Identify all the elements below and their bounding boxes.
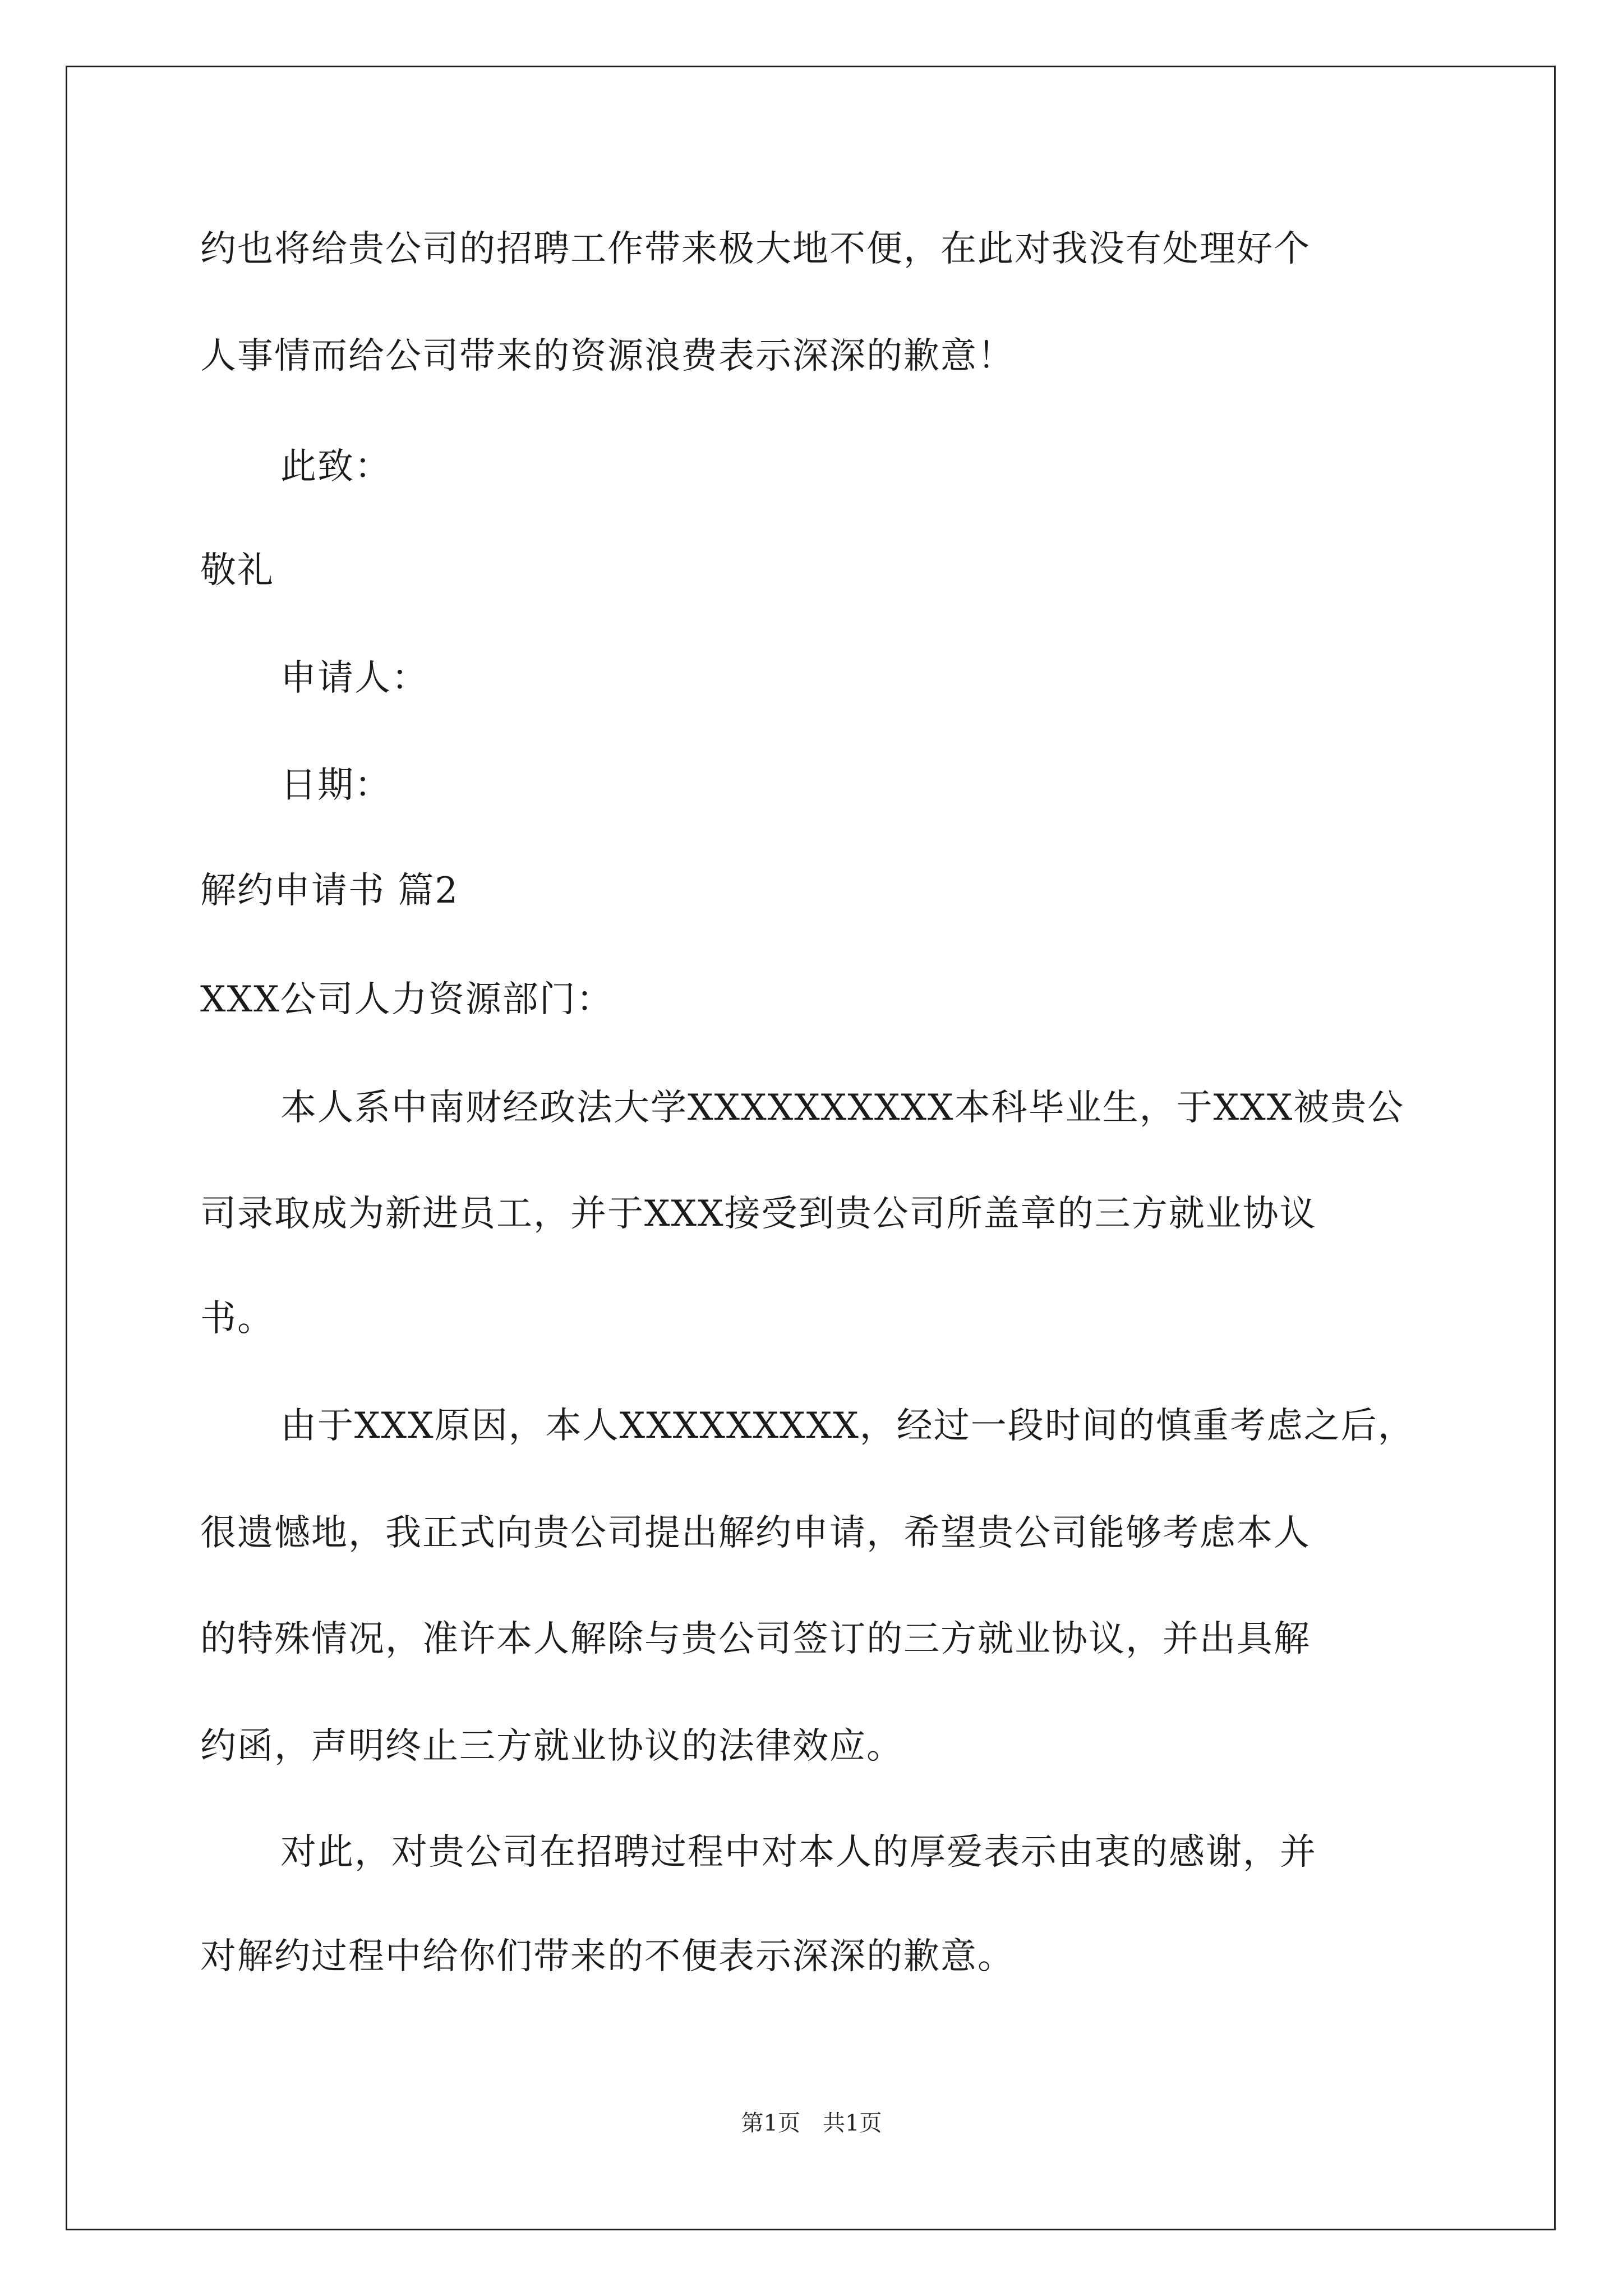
body-line-1: 约也将给贵公司的招聘工作带来极大地不便，在此对我没有处理好个 [200,228,1311,270]
closing-salutation: 此致： [280,446,391,487]
section-title: 解约申请书 篇2 [200,870,459,912]
page-number-footer: 第1页 共1页 [741,2110,882,2136]
body-line-5: 书。 [200,1298,274,1340]
body-line-9: 约函，声明终止三方就业协议的法律效应。 [200,1726,903,1767]
body-line-11: 对解约过程中给你们带来的不便表示深深的歉意。 [200,1936,1015,1977]
recipient-line: XXX公司人力资源部门： [200,979,614,1020]
body-line-3: 本人系中南财经政法大学XXXXXXXXXX本科毕业生，于XXX被贵公 [280,1087,1405,1129]
body-line-10: 对此，对贵公司在招聘过程中对本人的厚爱表示由衷的感谢，并 [280,1832,1317,1873]
body-line-4: 司录取成为新进员工，并于XXX接受到贵公司所盖章的三方就业协议 [200,1193,1317,1235]
applicant-label: 申请人： [280,657,428,699]
body-line-2: 人事情而给公司带来的资源浪费表示深深的歉意！ [200,335,1015,377]
closing-regards: 敬礼 [200,550,274,591]
body-line-6: 由于XXX原因，本人XXXXXXXXX，经过一段时间的慎重考虑之后， [280,1405,1415,1447]
body-line-7: 很遗憾地，我正式向贵公司提出解约申请，希望贵公司能够考虑本人 [200,1512,1311,1554]
body-line-8: 的特殊情况，准许本人解除与贵公司签订的三方就业协议，并出具解 [200,1618,1311,1660]
date-label: 日期： [280,765,391,806]
page-border [66,66,1556,2230]
